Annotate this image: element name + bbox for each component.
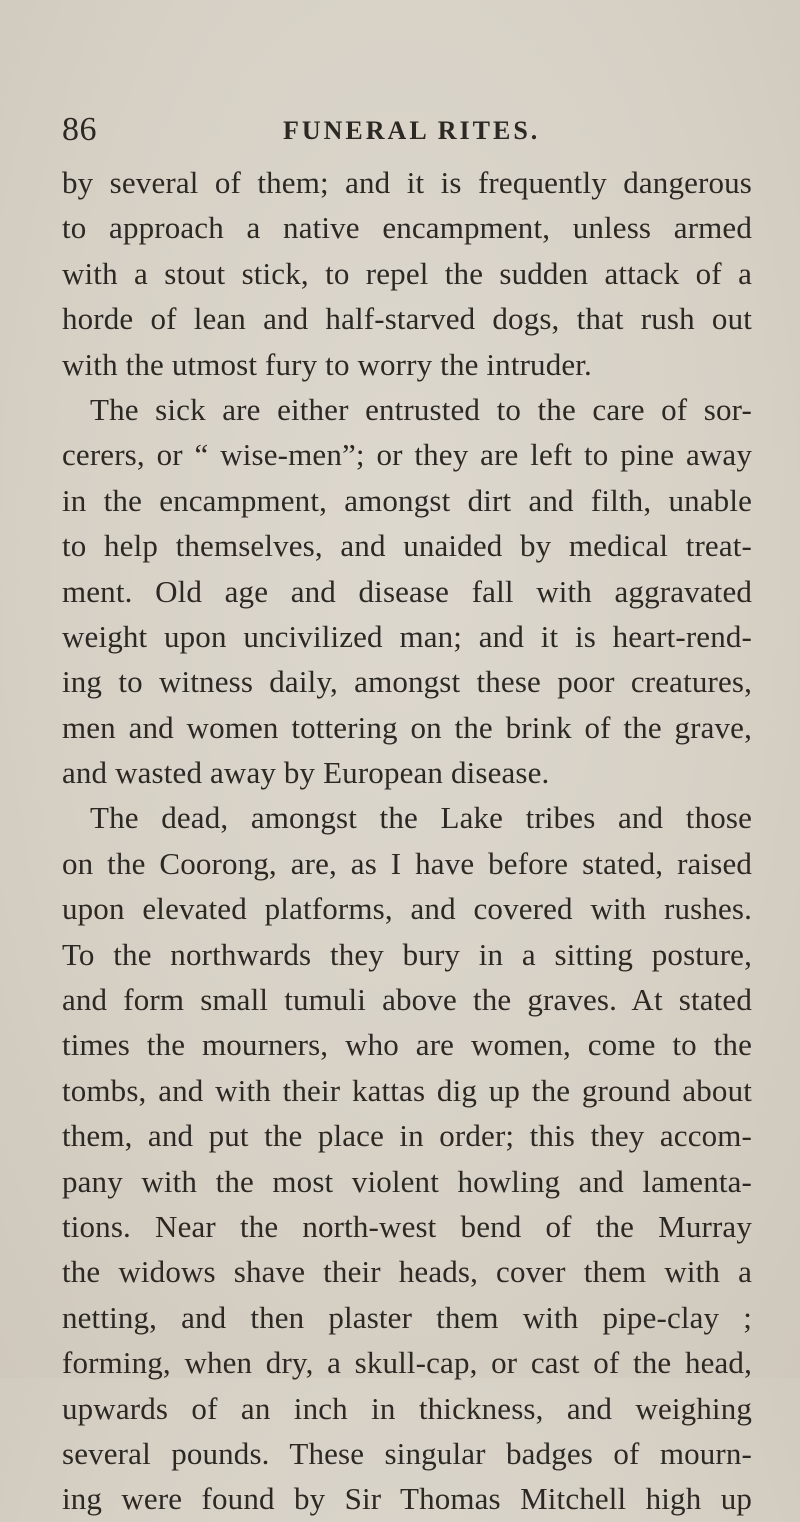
text-line: The sick are either entrusted to the care of sor- (90, 391, 752, 427)
text-line: tombs, and with their kattas dig up the ground about (62, 1072, 752, 1108)
text-line: ing were found by Sir Thomas Mitchell high up (62, 1481, 752, 1517)
text-line: with the utmost fury to worry the intruder. (62, 346, 592, 382)
text-line: by several of them; and it is frequently dangerous (62, 165, 752, 200)
text-line: to approach a native encampment, unless armed (62, 210, 752, 246)
text-line: netting, and then plaster them with pipe-clay ; (62, 1299, 752, 1335)
text-line: to help themselves, and unaided by medical treat- (62, 528, 752, 564)
text-line: men and women tottering on the brink of the grave, (62, 709, 752, 745)
text-line: tions. Near the north-west bend of the Murray (62, 1208, 752, 1244)
text-line: cerers, or “ wise-men”; or they are left to pine away (62, 437, 752, 473)
text-line: the widows shave their heads, cover them with a (62, 1254, 752, 1290)
text-line: upwards of an inch in thickness, and weighing (62, 1390, 752, 1426)
text-line: horde of lean and half-starved dogs, that rush out (62, 301, 752, 337)
text-line: To the northwards they bury in a sitting posture, (62, 936, 752, 972)
text-line: weight upon uncivilized man; and it is heart-rend- (62, 618, 752, 654)
text-line: and wasted away by European disease. (62, 755, 550, 791)
running-head (62, 110, 752, 150)
text-line: them, and put the place in order; this they accom- (62, 1118, 752, 1154)
text-line: and form small tumuli above the graves. At stated (62, 982, 752, 1018)
text-line: pany with the most violent howling and lamenta- (62, 1163, 752, 1199)
body-text (62, 160, 752, 1522)
running-title: FUNERAL RITES. (283, 116, 541, 145)
text-line: times the mourners, who are women, come to the (62, 1027, 752, 1063)
text-line: forming, when dry, a skull-cap, or cast of the head, (62, 1345, 752, 1381)
text-line: ment. Old age and disease fall with aggravated (62, 573, 752, 609)
text-line: in the encampment, amongst dirt and filth, unable (62, 482, 752, 518)
text-line: ing to witness daily, amongst these poor creatures, (62, 664, 752, 700)
text-line: several pounds. These singular badges of mourn- (62, 1435, 752, 1471)
text-line: The dead, amongst the Lake tribes and those (90, 800, 752, 836)
text-line: upon elevated platforms, and covered with rushes. (62, 891, 752, 927)
text-line: on the Coorong, are, as I have before stated, raised (62, 845, 752, 881)
text-line: with a stout stick, to repel the sudden attack of a (62, 255, 752, 291)
page-number: 86 (62, 111, 97, 148)
